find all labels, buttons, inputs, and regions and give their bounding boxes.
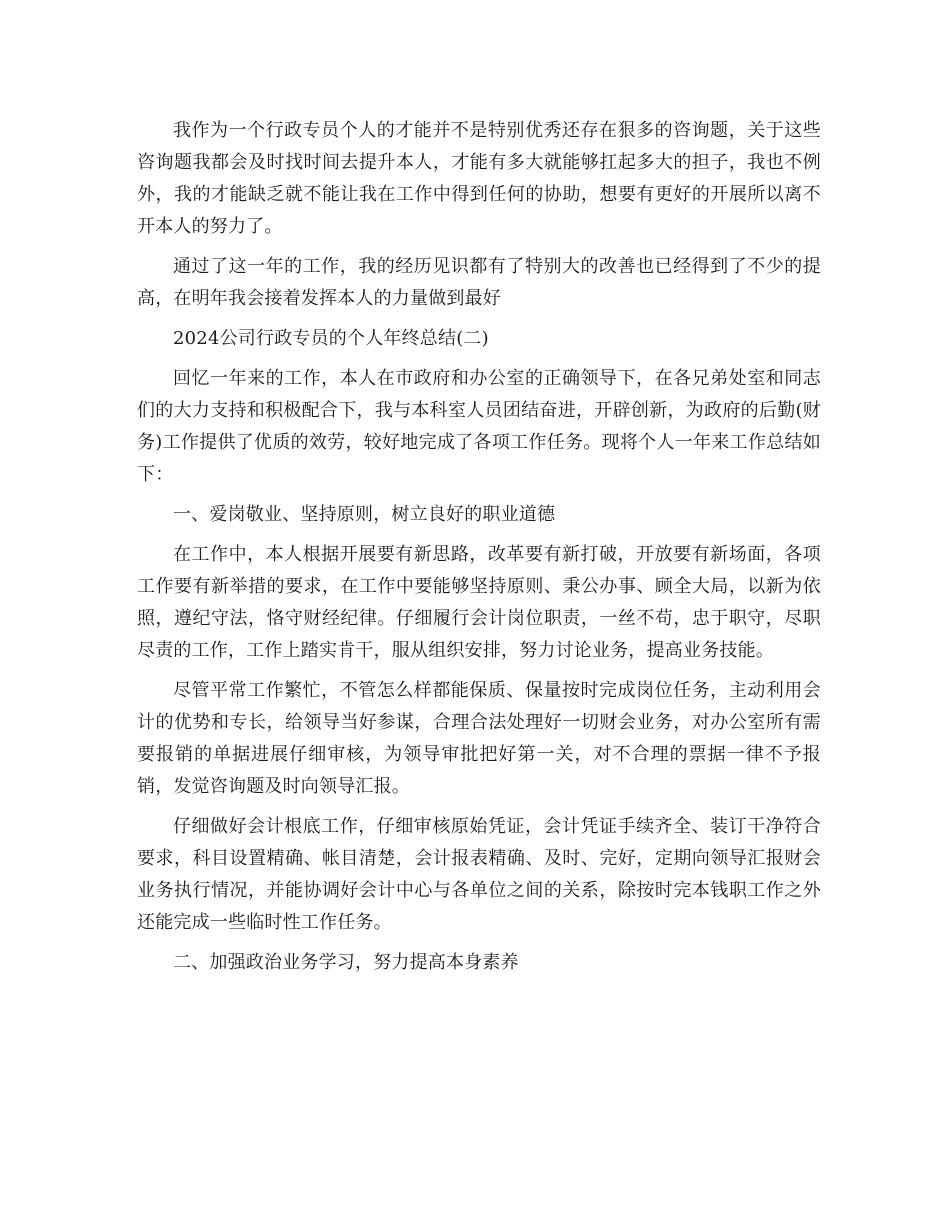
section-title: 2024公司行政专员的个人年终总结(二) — [173, 328, 489, 349]
paragraph-1: 我作为一个行政专员个人的才能并不是特别优秀还存在狠多的咨询题，关于这些咨询题我都会及时找时间去提升本人，才能有多大就能够扛起多大的担子，我也不例外，我的才能缺乏就不能让我在工作中得到任何的协助，想要有更好的开展所以离不开本人的努力了。 — [137, 120, 821, 237]
paragraph-2: 通过了这一年的工作，我的经历见识都有了特别大的改善也已经得到了不少的提高，在明年我会接着发挥本人的力量做到最好 — [137, 256, 821, 309]
section-heading-1: 一、爱岗敬业、坚持原则，树立良好的职业道德 — [173, 504, 556, 525]
paragraph-4: 在工作中，本人根据开展要有新思路，改革要有新打破，开放要有新场面，各项工作要有新举措的要求，在工作中要能够坚持原则、秉公办事、顾全大局，以新为依照，遵纪守法，恪守财经纪律。仔细履行会计岗位职责，一丝不苟，忠于职守，尽职尽责的工作，工作上踏实肯干，服从组织安排，努力讨论业务，提高业务技能。 — [137, 544, 821, 661]
paragraph-3: 回忆一年来的工作，本人在市政府和办公室的正确领导下，在各兄弟处室和同志们的大力支持和积极配合下，我与本科室人员团结奋进，开辟创新，为政府的后勤(财务)工作提供了优质的效劳，较好地完成了各项工作任务。现将个人一年来工作总结如下： — [137, 368, 821, 485]
document-body — [137, 115, 821, 987]
paragraph-5: 尽管平常工作繁忙，不管怎么样都能保质、保量按时完成岗位任务，主动利用会计的优势和专长，给领导当好参谋，合理合法处理好一切财会业务，对办公室所有需要报销的单据进展仔细审核，为领导审批把好第一关，对不合理的票据一律不予报销，发觉咨询题及时向领导汇报。 — [137, 680, 821, 797]
paragraph-6: 仔细做好会计根底工作，仔细审核原始凭证，会计凭证手续齐全、装订干净符合要求，科目设置精确、帐目清楚，会计报表精确、及时、完好，定期向领导汇报财会业务执行情况，并能协调好会计中心与各单位之间的关系，除按时完本钱职工作之外还能完成一些临时性工作任务。 — [137, 816, 821, 933]
section-heading-2: 二、加强政治业务学习，努力提高本身素养 — [173, 952, 519, 973]
